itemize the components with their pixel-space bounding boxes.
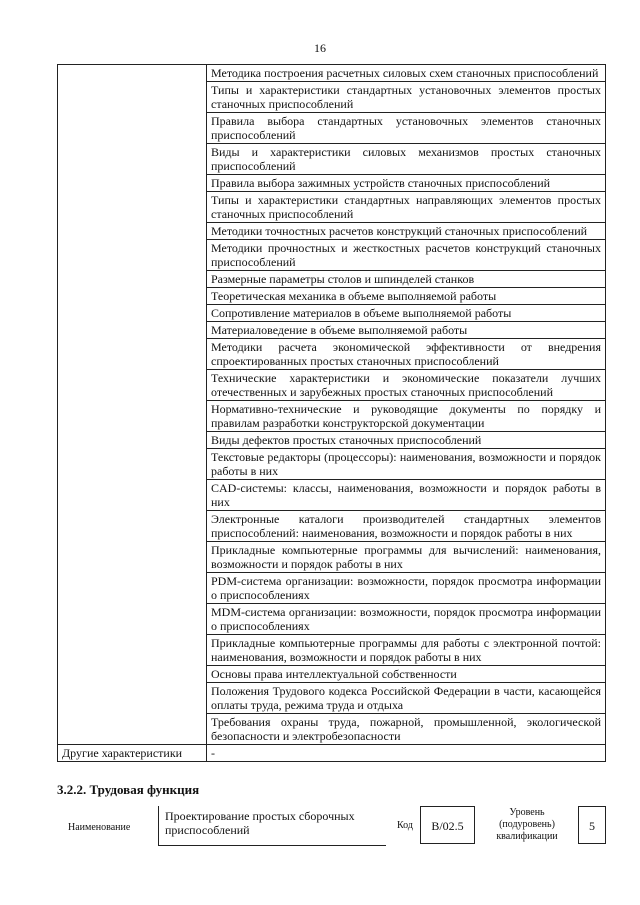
knowledge-item: Прикладные компьютерные программы для работы с электронной почтой: наименования, возможности и порядок работы в них — [207, 635, 606, 666]
code-value: B/02.5 — [420, 806, 475, 844]
knowledge-item: Требования охраны труда, пожарной, промышленной, экологической безопасности и электробезопасности — [207, 714, 606, 745]
knowledge-label-cell — [58, 65, 207, 745]
level-value: 5 — [578, 806, 606, 844]
knowledge-item: Основы права интеллектуальной собственности — [207, 666, 606, 683]
knowledge-item: Методика построения расчетных силовых схем станочных приспособлений — [207, 65, 606, 82]
knowledge-item: MDM-система организации: возможности, порядок просмотра информации о приспособлениях — [207, 604, 606, 635]
section-title: 3.2.2. Трудовая функция — [57, 782, 200, 797]
knowledge-item: Правила выбора зажимных устройств станочных приспособлений — [207, 175, 606, 192]
knowledge-item: Виды дефектов простых станочных приспособлений — [207, 432, 606, 449]
code-label: Код — [397, 820, 413, 831]
knowledge-item: CAD-системы: классы, наименования, возможности и порядок работы в них — [207, 480, 606, 511]
page-number: 16 — [314, 41, 326, 55]
name-label: Наименование — [68, 822, 131, 833]
level-label: Уровень (подуровень) квалификации — [496, 807, 558, 842]
knowledge-item: Методики расчета экономической эффективности от внедрения спроектированных простых станочных приспособлений — [207, 339, 606, 370]
other-characteristics-value: - — [207, 745, 606, 762]
knowledge-item: Теоретическая механика в объеме выполняемой работы — [207, 288, 606, 305]
knowledge-item: Размерные параметры столов и шпинделей станков — [207, 271, 606, 288]
knowledge-item: Положения Трудового кодекса Российской Федерации в части, касающейся оплаты труда, режима труда и отдыха — [207, 683, 606, 714]
knowledge-item: Виды и характеристики силовых механизмов простых станочных приспособлений — [207, 144, 606, 175]
knowledge-item: Типы и характеристики стандартных установочных элементов простых станочных приспособлений — [207, 82, 606, 113]
knowledge-item: Правила выбора стандартных установочных элементов станочных приспособлений — [207, 113, 606, 144]
table-row — [58, 745, 606, 762]
name-value: Проектирование простых сборочных приспособлений — [158, 806, 386, 846]
knowledge-item: Нормативно-технические и руководящие документы по порядку и правилам разработки конструкторской документации — [207, 401, 606, 432]
knowledge-table — [57, 64, 606, 762]
knowledge-item: PDM-система организации: возможности, порядок просмотра информации о приспособлениях — [207, 573, 606, 604]
knowledge-item: Материаловедение в объеме выполняемой работы — [207, 322, 606, 339]
knowledge-item: Текстовые редакторы (процессоры): наименования, возможности и порядок работы в них — [207, 449, 606, 480]
knowledge-item: Технические характеристики и экономические показатели лучших отечественных и зарубежных простых станочных приспособлений — [207, 370, 606, 401]
knowledge-item: Типы и характеристики стандартных направляющих элементов простых станочных приспособлений — [207, 192, 606, 223]
knowledge-item: Сопротивление материалов в объеме выполняемой работы — [207, 305, 606, 322]
other-characteristics-label: Другие характеристики — [58, 745, 207, 762]
knowledge-item: Методики прочностных и жесткостных расчетов конструкций станочных приспособлений — [207, 240, 606, 271]
table-row — [58, 65, 606, 82]
knowledge-item: Прикладные компьютерные программы для вычислений: наименования, возможности и порядок работы в них — [207, 542, 606, 573]
knowledge-item: Методики точностных расчетов конструкций станочных приспособлений — [207, 223, 606, 240]
knowledge-item: Электронные каталоги производителей стандартных элементов приспособлений: наименования, возможности и порядок работы в них — [207, 511, 606, 542]
